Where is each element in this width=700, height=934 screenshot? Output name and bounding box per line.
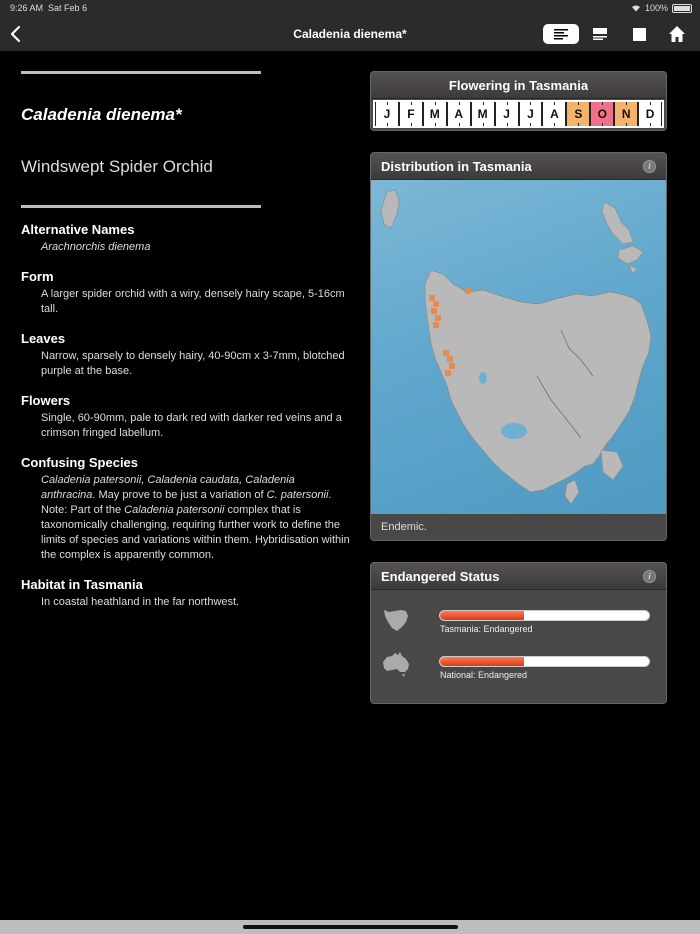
status-row-national bbox=[371, 642, 666, 688]
divider-bottom bbox=[21, 205, 261, 208]
tasmania-status-label: Tasmania: Endangered bbox=[440, 624, 533, 634]
wifi-icon bbox=[631, 4, 641, 12]
tasman-peninsula bbox=[601, 450, 623, 480]
confusing-text: . May prove to be just a variation of bbox=[92, 489, 267, 501]
common-name: Windswept Spider Orchid bbox=[21, 157, 213, 176]
record-point bbox=[465, 288, 471, 294]
month-cell: J bbox=[375, 102, 399, 126]
species-details bbox=[21, 222, 351, 624]
month-cell: A bbox=[447, 102, 471, 126]
image-view-button[interactable] bbox=[621, 24, 657, 44]
text-view-button[interactable] bbox=[543, 24, 579, 44]
split-view-icon bbox=[593, 28, 607, 40]
status-right bbox=[631, 3, 692, 13]
divider-top bbox=[21, 71, 261, 74]
endangered-title-text: Endangered Status bbox=[381, 569, 500, 584]
scientific-name: Caladenia dienema* bbox=[21, 105, 182, 124]
section-confusing-species bbox=[21, 455, 351, 563]
national-status-bar bbox=[439, 656, 650, 667]
record-point bbox=[429, 295, 435, 301]
record-point bbox=[447, 356, 453, 362]
flowering-panel bbox=[370, 71, 667, 131]
record-point bbox=[443, 350, 449, 356]
home-indicator[interactable] bbox=[243, 925, 458, 929]
bruny-island bbox=[565, 480, 579, 504]
section-body bbox=[21, 473, 351, 563]
battery-percent: 100% bbox=[644, 3, 668, 13]
lake bbox=[501, 423, 527, 439]
month-cell: J bbox=[495, 102, 519, 126]
distribution-map[interactable] bbox=[371, 180, 667, 514]
info-icon[interactable]: i bbox=[643, 160, 656, 173]
record-point bbox=[445, 370, 451, 376]
month-cell: N bbox=[614, 102, 638, 126]
australia-map-icon bbox=[381, 650, 411, 678]
split-view-button[interactable] bbox=[582, 24, 618, 44]
section-flowers bbox=[21, 393, 351, 441]
status-time: 9:26 AM Sat Feb 6 bbox=[10, 3, 88, 13]
battery-icon bbox=[672, 4, 692, 13]
status-row-tasmania bbox=[371, 596, 666, 642]
month-cell: S bbox=[566, 102, 590, 126]
month-cell: A bbox=[542, 102, 566, 126]
small-island bbox=[629, 266, 637, 274]
section-title: Habitat in Tasmania bbox=[21, 577, 143, 592]
record-point bbox=[449, 363, 455, 369]
status-bar-fill bbox=[440, 611, 524, 620]
section-habitat bbox=[21, 577, 351, 610]
distribution-panel bbox=[370, 152, 667, 541]
confusing-text: complex that is taxonomically challenging, requiring further work to define the limits of species and variations within them. Hybridisation within the complex is apparently common. bbox=[41, 504, 350, 561]
endangered-title bbox=[371, 563, 666, 590]
distribution-title bbox=[371, 153, 666, 180]
section-body: Narrow, sparsely to densely hairy, 40-90cm x 3-7mm, blotched purple at the base. bbox=[41, 350, 345, 377]
national-status-label: National: Endangered bbox=[440, 670, 528, 680]
section-title: Flowers bbox=[21, 393, 71, 408]
text-view-icon bbox=[554, 28, 568, 40]
tasmania-status-bar bbox=[439, 610, 650, 621]
cape-barren-island bbox=[618, 246, 643, 264]
section-body: A larger spider orchid with a wiry, densely hairy scape, 5-16cm tall. bbox=[41, 288, 345, 315]
month-cell: D bbox=[638, 102, 662, 126]
month-cell: M bbox=[423, 102, 447, 126]
confusing-species-ref: C. patersonii bbox=[266, 489, 329, 501]
section-title: Form bbox=[21, 269, 54, 284]
section-alternative-names bbox=[21, 222, 351, 255]
flowering-months bbox=[373, 100, 664, 128]
lake bbox=[479, 372, 487, 384]
section-body: Arachnorchis dienema bbox=[41, 241, 151, 253]
nav-title: Caladenia dienema* bbox=[293, 27, 407, 41]
section-leaves bbox=[21, 331, 351, 379]
record-point bbox=[433, 301, 439, 307]
distribution-title-text: Distribution in Tasmania bbox=[381, 159, 532, 174]
flowering-title: Flowering in Tasmania bbox=[371, 72, 666, 99]
section-title: Alternative Names bbox=[21, 222, 135, 237]
section-body: Single, 60-90mm, pale to dark red with darker red veins and a crimson fringed labellum. bbox=[41, 412, 342, 439]
tasmania-map-icon bbox=[381, 604, 411, 632]
distribution-caption: Endemic. bbox=[381, 521, 427, 533]
month-cell: J bbox=[519, 102, 543, 126]
confusing-text: . Note: Part of the bbox=[41, 489, 332, 516]
section-title: Confusing Species bbox=[21, 455, 139, 470]
nav-bar bbox=[0, 17, 700, 51]
month-cell: F bbox=[399, 102, 423, 126]
record-point bbox=[433, 322, 439, 328]
status-bar-fill bbox=[440, 657, 524, 666]
tasmania-map bbox=[371, 180, 667, 514]
home-icon[interactable] bbox=[667, 24, 687, 44]
section-title: Leaves bbox=[21, 331, 66, 346]
endangered-panel bbox=[370, 562, 667, 704]
month-cell: M bbox=[471, 102, 495, 126]
month-cell: O bbox=[590, 102, 614, 126]
image-view-icon bbox=[633, 28, 646, 41]
record-point bbox=[431, 308, 437, 314]
confusing-species-names: Caladenia patersonii, Caladenia caudata, Caladenia anthracina bbox=[41, 474, 295, 501]
confusing-species-ref: Caladenia patersonii bbox=[124, 504, 225, 516]
status-bar bbox=[0, 0, 700, 17]
flinders-island bbox=[602, 202, 633, 244]
record-point bbox=[435, 315, 441, 321]
king-island bbox=[381, 190, 399, 228]
info-icon[interactable]: i bbox=[643, 570, 656, 583]
section-body: In coastal heathland in the far northwest. bbox=[41, 596, 240, 608]
section-form bbox=[21, 269, 351, 317]
